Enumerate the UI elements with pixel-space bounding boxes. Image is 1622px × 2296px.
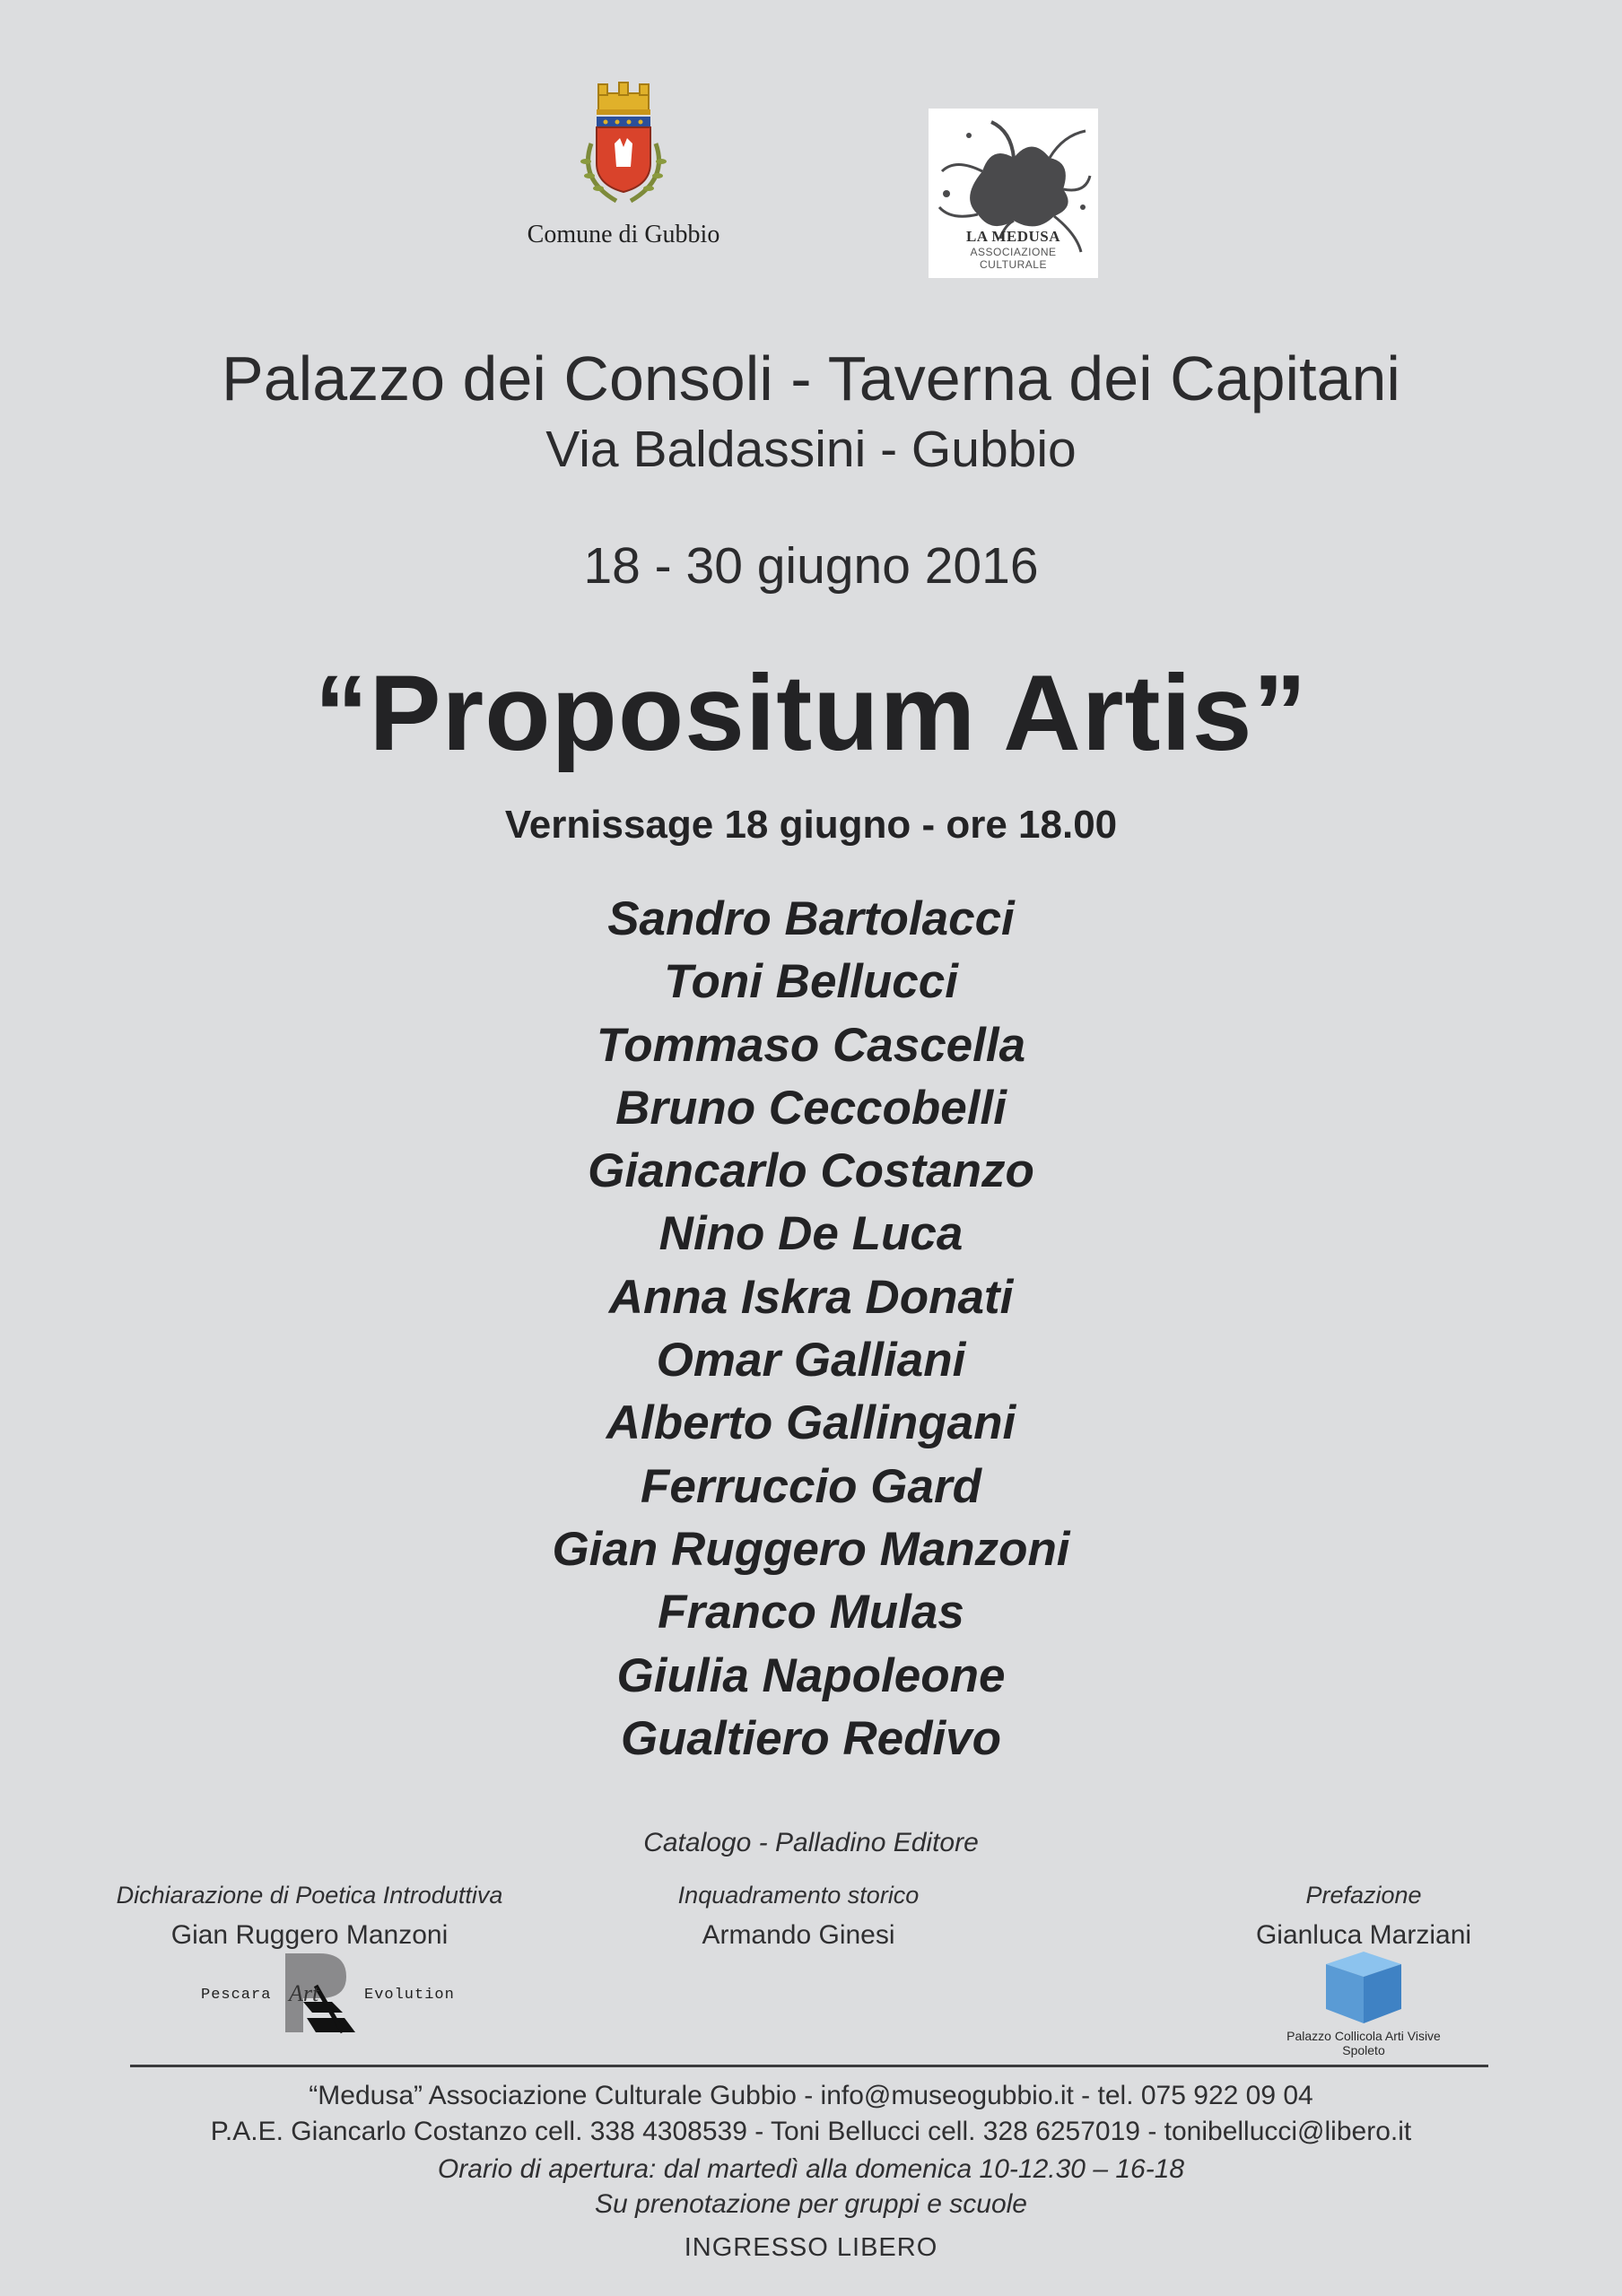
credit-poetics	[85, 1882, 534, 1951]
credit-preface	[1202, 1882, 1525, 1951]
gubbio-coat-of-arms-logo	[502, 81, 745, 269]
medusa-logo-subtitle-1: ASSOCIAZIONE	[970, 246, 1057, 258]
artist-name: Bruno Ceccobelli	[615, 1081, 1007, 1135]
artist-name: Omar Galliani	[656, 1334, 966, 1387]
credit-role: Dichiarazione di Poetica Introduttiva	[116, 1882, 503, 1909]
venue-heading: Palazzo dei Consoli - Taverna dei Capitani	[222, 344, 1400, 413]
opening-hours: Orario di apertura: dal martedì alla domenica 10-12.30 – 16-18	[437, 2154, 1185, 2184]
vernissage-info: Vernissage 18 giugno - ore 18.00	[504, 803, 1118, 847]
pae-logo-text-right: Evolution	[364, 1987, 455, 2004]
artist-name: Sandro Bartolacci	[607, 892, 1015, 945]
credit-name: Gianluca Marziani	[1255, 1920, 1472, 1950]
catalog-credit: Catalogo - Palladino Editore	[643, 1828, 979, 1857]
exhibition-title: “Propositum Artis”	[314, 653, 1308, 773]
la-medusa-logo	[929, 109, 1098, 278]
artist-list	[0, 888, 1622, 1770]
contact-association: “Medusa” Associazione Culturale Gubbio - info@museogubbio.it - tel. 075 922 09 04	[309, 2081, 1313, 2110]
credit-name: Gian Ruggero Manzoni	[170, 1920, 449, 1950]
artist-name: Anna Iskra Donati	[608, 1270, 1014, 1324]
artist-name: Tommaso Cascella	[596, 1018, 1026, 1072]
artist-name: Giancarlo Costanzo	[588, 1144, 1034, 1198]
artist-name: Gualtiero Redivo	[620, 1711, 1002, 1765]
pae-logo-text-art: Art	[289, 1980, 319, 2006]
free-entry-notice: INGRESSO LIBERO	[684, 2233, 938, 2262]
artist-name: Franco Mulas	[658, 1586, 964, 1639]
booking-info: Su prenotazione per gruppi e scuole	[595, 2189, 1027, 2219]
gubbio-crest-icon	[570, 81, 677, 215]
gubbio-logo-caption: Comune di Gubbio	[527, 221, 720, 248]
credit-historical	[619, 1882, 978, 1951]
artist-name: Toni Bellucci	[664, 955, 958, 1009]
artist-name: Gian Ruggero Manzoni	[552, 1522, 1070, 1576]
cube-icon	[1319, 1948, 1408, 2025]
palazzo-collicola-logo	[1260, 1948, 1467, 2056]
medusa-logo-subtitle-2: CULTURALE	[980, 258, 1047, 271]
exhibition-dates: 18 - 30 giugno 2016	[583, 537, 1039, 595]
address-line: Via Baldassini - Gubbio	[545, 421, 1077, 478]
footer-divider	[130, 2065, 1488, 2067]
pae-logo-text-left: Pescara	[201, 1987, 272, 2004]
credit-role: Inquadramento storico	[677, 1882, 920, 1909]
artist-name: Alberto Gallingani	[606, 1396, 1016, 1450]
collicola-logo-text: Palazzo Collicola Arti Visive	[1286, 2029, 1441, 2043]
medusa-logo-name: LA MEDUSA	[965, 228, 1061, 245]
contact-persons: P.A.E. Giancarlo Costanzo cell. 338 4308539 - Toni Bellucci cell. 328 6257019 - tonibellucci@libero.it	[210, 2117, 1412, 2146]
credit-role: Prefazione	[1305, 1882, 1422, 1909]
artist-name: Nino De Luca	[658, 1207, 964, 1261]
artist-name: Giulia Napoleone	[616, 1648, 1006, 1702]
pescara-art-evolution-logo	[199, 1950, 459, 2039]
artist-name: Ferruccio Gard	[641, 1459, 981, 1513]
credit-name: Armando Ginesi	[702, 1920, 895, 1950]
collicola-logo-city: Spoleto	[1342, 2043, 1385, 2057]
